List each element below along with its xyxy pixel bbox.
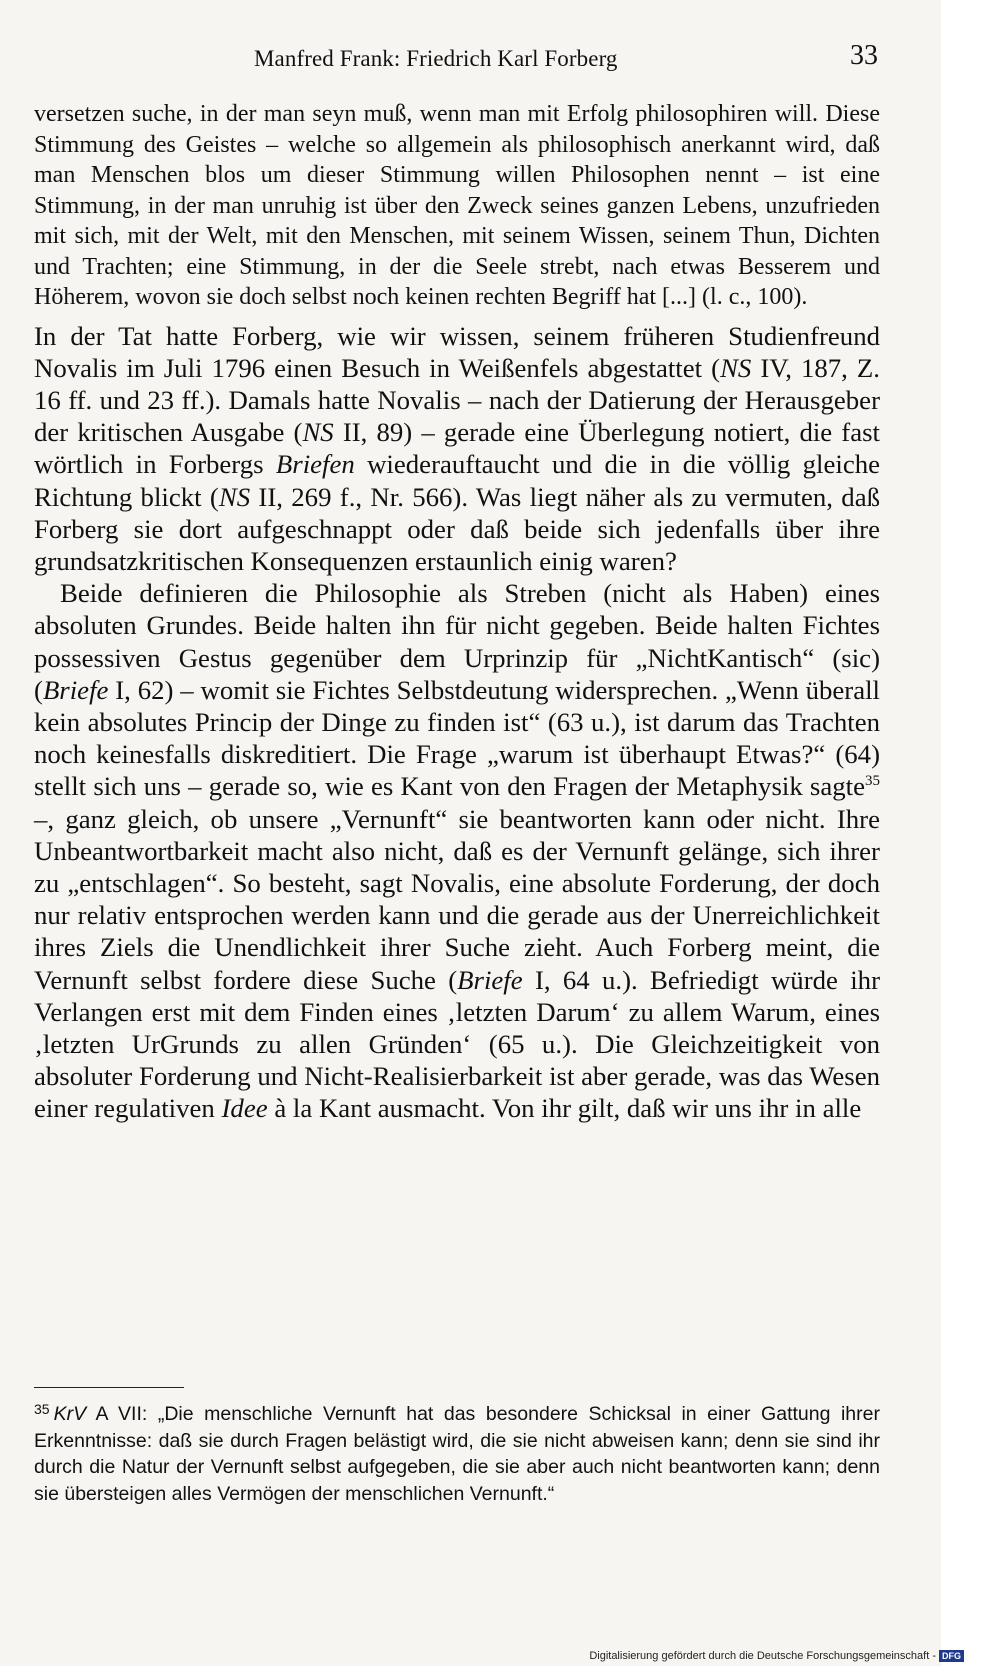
footnote-number: 35 [34,1401,50,1417]
page-number: 33 [850,40,878,71]
digitization-credit: Digitalisierung gefördert durch die Deutsche Forschungsgemeinschaft - DFG [589,1650,964,1662]
paragraph-2: Beide definieren die Philosophie als Streben (nicht als Haben) eines absoluten Grundes. Beide halten ihn für nicht gegeben. Beide halten Fichtes possessiven Gestus gegenüber dem Urprinzip für „NichtKantisch“ (sic) (Briefe I, 62) – womit sie Fichtes Selbstdeutung widersprechen. „Wenn überall kein absolutes Princip der Dinge zu finden ist“ (63 u.), ist darum das Trachten noch keinesfalls diskreditiert. Die Frage „warum ist überhaupt Etwas?“ (64) stellt sich uns – gerade so, wie es Kant von den Fragen der Metaphysik sagte$^{35}$ –, ganz gleich, ob unsere „Vernunft“ sie beantworten kann oder nicht. Ihre Unbeantwortbarkeit macht also nicht, daß es der Vernunft gelänge, sich ihrer zu „entschlagen“. So besteht, sagt Novalis, eine absolute Forderung, der doch nur relativ entsprochen werden kann und die gerade aus der Unerreichlichkeit ihres Ziels die Unendlichkeit ihrer Suche zieht. Auch Forberg meint, die Vernunft selbst fordere diese Suche (Briefe I, 64 u.). Befriedigt würde ihr Verlangen erst mit dem Finden eines ‚letzten Darum‘ zu allem Warum, eines ‚letzten UrGrunds zu allen Gründen‘ (65 u.). Die Gleichzeitigkeit von absoluter Forderung und Nicht-Realisierbarkeit ist aber gerade, was das Wesen einer regulativen Idee à la Kant ausmacht. Von ihr gilt, daß wir uns ihr in alle [34,578,880,1124]
page-header [34,40,880,80]
running-title: Manfred Frank: Friedrich Karl Forberg [254,46,618,71]
footnote-ref-italic: KrV [53,1403,87,1425]
paragraph-1: In der Tat hatte Forberg, wie wir wissen, seinem früheren Studienfreund Novalis im Juli 1796 einen Besuch in Weißenfels abgestattet (NS IV, 187, Z. 16 ff. und 23 ff.). Damals hatte Novalis – nach der Datierung der Herausgeber der kritischen Ausgabe (NS II, 89) – gerade eine Überlegung notiert, die fast wörtlich in Forbergs Briefen wiederauftaucht und die in die völlig gleiche Richtung blickt (NS II, 269 f., Nr. 566). Was liegt näher als zu vermuten, daß Forberg sie dort aufgeschnappt oder daß beide sich jedenfalls über ihre grundsatzkritischen Konsequenzen erstaunlich einig waren? [34,320,880,576]
footnote-text: A VII: „Die menschliche Vernunft hat das besondere Schicksal in einer Gattung ihrer Erkenntnisse: daß sie durch Fragen belästigt wird, die sie nicht abweisen kann; denn sie sind ihr durch die Natur der Vernunft selbst aufgegeben, die sie aber auch nicht beantworten kann; denn sie übersteigen alles Vermögen der menschlichen Vernunft.“ [34,1403,880,1505]
page-body [34,99,880,1125]
footnote-35 [34,1396,880,1507]
footnote-divider [34,1387,184,1388]
dfg-logo: DFG [939,1650,964,1662]
block-quote: versetzen suche, in der man seyn muß, wenn man mit Erfolg philosophiren will. Diese Stimmung des Geistes – welche so allgemein als philosophisch anerkannt wird, daß man Menschen blos um dieser Stimmung willen Philosophen nennt – ist eine Stimmung, in der man unruhig ist über den Zweck seines ganzen Lebens, unzufrieden mit sich, mit der Welt, mit den Menschen, mit seinem Wissen, seinem Thun, Dichten und Trachten; eine Stimmung, in der die Seele strebt, nach etwas Besserem und Höherem, wovon sie doch selbst noch keinen rechten Begriff hat [...] (l. c., 100). [34,101,880,310]
footnote-reference[interactable]: 35 [865,773,880,790]
